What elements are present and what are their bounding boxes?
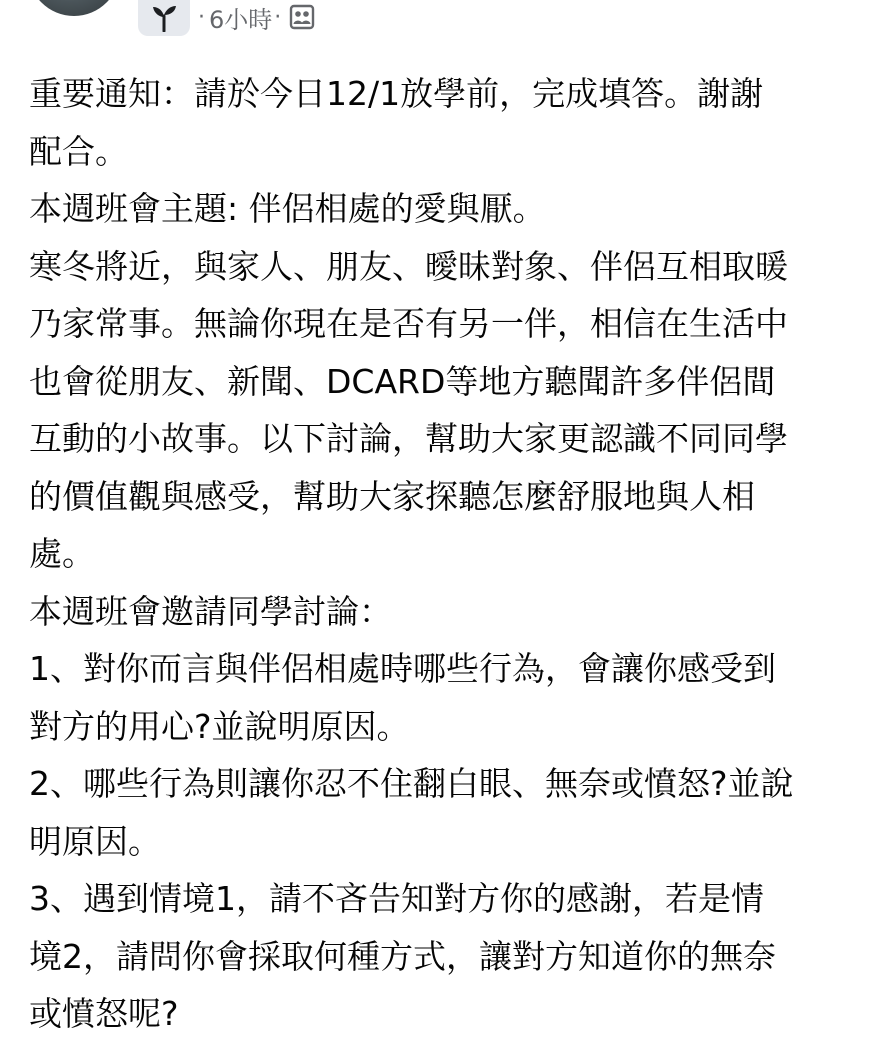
post-line: 境2，請問你會採取何種方式，讓對方知道你的無奈	[29, 936, 776, 976]
new-member-badge[interactable]	[138, 0, 190, 36]
post-line: 重要通知：請於今日12/1放學前，完成填答。謝謝	[29, 74, 764, 113]
post-text	[29, 65, 879, 1043]
post-line: 明原因。	[29, 821, 161, 861]
post-header	[0, 0, 893, 48]
meta-separator: ·	[198, 4, 205, 30]
post-line: 本週班會主題: 伴侶相處的愛與厭。	[29, 189, 546, 228]
post-line: 乃家常事。無論你現在是否有另一伴，相信在生活中	[29, 304, 788, 343]
post-line: 處。	[29, 534, 95, 573]
post-line: 也會從朋友、新聞、DCARD等地方聽聞許多伴侶間	[29, 361, 776, 401]
post-line: 寒冬將近，與家人、朋友、曖昧對象、伴侶互相取暖	[29, 246, 788, 286]
post-line: 對方的用心?並說明原因。	[29, 706, 410, 746]
post-line: 3、遇到情境1，請不吝告知對方你的感謝，若是情	[29, 879, 764, 918]
post-line: 配合。	[29, 131, 128, 171]
meta-separator: ·	[274, 4, 282, 30]
post-line: 本週班會邀請同學討論：	[29, 591, 392, 631]
post-meta	[196, 2, 315, 32]
post-line: 1、對你而言與伴侶相處時哪些行為，會讓你感受到	[29, 649, 776, 688]
post-line: 互動的小故事。以下討論，幫助大家更認識不同同學	[29, 419, 788, 458]
author-avatar[interactable]	[28, 0, 120, 16]
group-members-icon[interactable]	[289, 4, 315, 30]
post-timestamp[interactable]: 6小時	[209, 5, 273, 34]
post-line: 的價值觀與感受，幫助大家探聽怎麼舒服地與人相	[29, 476, 755, 516]
post-line: 2、哪些行為則讓你忍不住翻白眼、無奈或憤怒?並說	[29, 764, 794, 803]
post-line: 或憤怒呢?	[29, 994, 179, 1033]
